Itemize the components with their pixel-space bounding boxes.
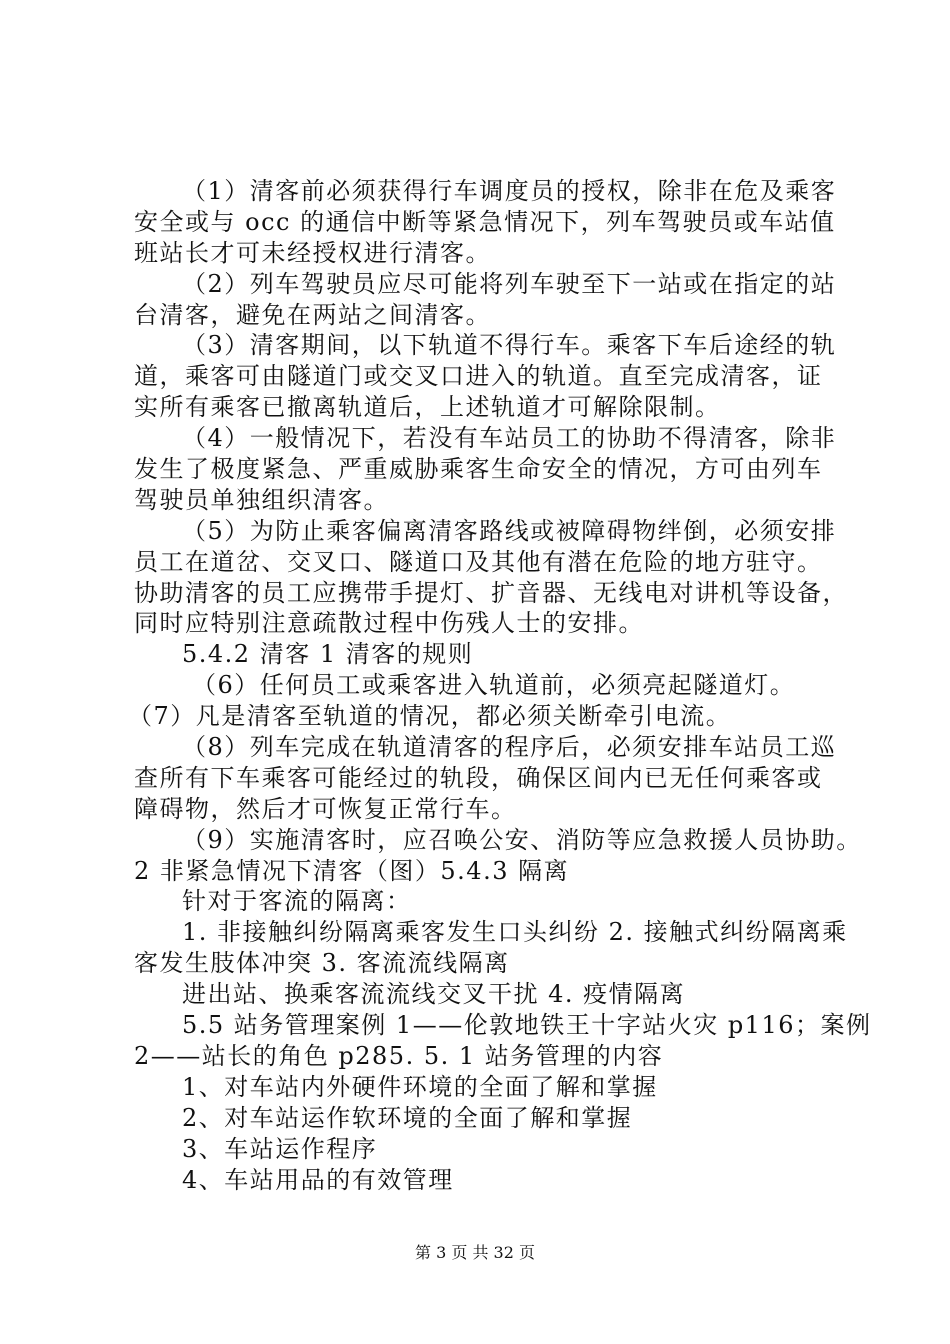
page-number-footer: 第 3 页 共 32 页 [415,1243,535,1262]
text-line: 进出站、换乘客流流线交叉干扰 4. 疫情隔离 [182,980,686,1009]
list-item: 4、车站用品的有效管理 [182,1165,454,1194]
text-line: 针对于客流的隔离： [182,887,412,916]
list-item: 3、车站运作程序 [182,1134,378,1163]
text-line: （6）任何员工或乘客进入轨道前，必须亮起隧道灯。 [192,671,796,700]
list-item: 2、对车站运作软环境的全面了解和掌握 [182,1103,633,1132]
text-line: 2——站长的角色 p285. 5. 1 站务管理的内容 [134,1041,664,1070]
document-body [128,176,872,1195]
text-line: 班站长才可未经授权进行清客。 [134,238,491,267]
text-line: 安全或与 occ 的通信中断等紧急情况下，列车驾驶员或车站值 [134,207,836,236]
text-line: 客发生肢体冲突 3. 客流流线隔离 [134,949,510,978]
text-line: 发生了极度紧急、严重威胁乘客生命安全的情况，方可由列车 [134,455,823,484]
text-line: 驾驶员单独组织清客。 [134,485,389,514]
text-line: 员工在道岔、交叉口、隧道口及其他有潜在危险的地方驻守。 [134,547,823,576]
text-line: 障碍物，然后才可恢复正常行车。 [134,794,517,823]
text-line: （5）为防止乘客偏离清客路线或被障碍物绊倒，必须安排 [182,516,837,545]
text-line: 实所有乘客已撤离轨道后，上述轨道才可解除限制。 [134,393,721,422]
text-line: 台清客，避免在两站之间清客。 [134,300,491,329]
text-line: 5.5 站务管理案例 1——伦敦地铁王十字站火灾 p116；案例 [182,1011,872,1040]
text-line: （2）列车驾驶员应尽可能将列车驶至下一站或在指定的站 [182,269,837,298]
text-line: 查所有下车乘客可能经过的轨段，确保区间内已无任何乘客或 [134,763,823,792]
text-line: 1. 非接触纠纷隔离乘客发生口头纠纷 2. 接触式纠纷隔离乘 [182,918,848,947]
text-line: （7）凡是清客至轨道的情况，都必须关断牵引电流。 [128,702,732,731]
text-line: （3）清客期间，以下轨道不得行车。乘客下车后途经的轨 [182,331,837,360]
text-line: （9）实施清客时，应召唤公安、消防等应急救援人员协助。 [182,825,862,854]
section-heading: 5.4.2 清客 1 清客的规则 [182,640,474,669]
text-line: 协助清客的员工应携带手提灯、扩音器、无线电对讲机等设备， [134,578,848,607]
text-line: （1）清客前必须获得行车调度员的授权，除非在危及乘客 [182,177,837,205]
text-line: 同时应特别注意疏散过程中伤残人士的安排。 [134,609,644,638]
list-item: 1、对车站内外硬件环境的全面了解和掌握 [182,1072,658,1101]
text-line: （8）列车完成在轨道清客的程序后，必须安排车站员工巡 [182,733,837,762]
text-line: 2 非紧急情况下清客（图）5.4.3 隔离 [134,856,570,885]
text-line: 道，乘客可由隧道门或交叉口进入的轨道。直至完成清客，证 [134,362,823,391]
text-line: （4）一般情况下，若没有车站员工的协助不得清客，除非 [182,424,837,453]
